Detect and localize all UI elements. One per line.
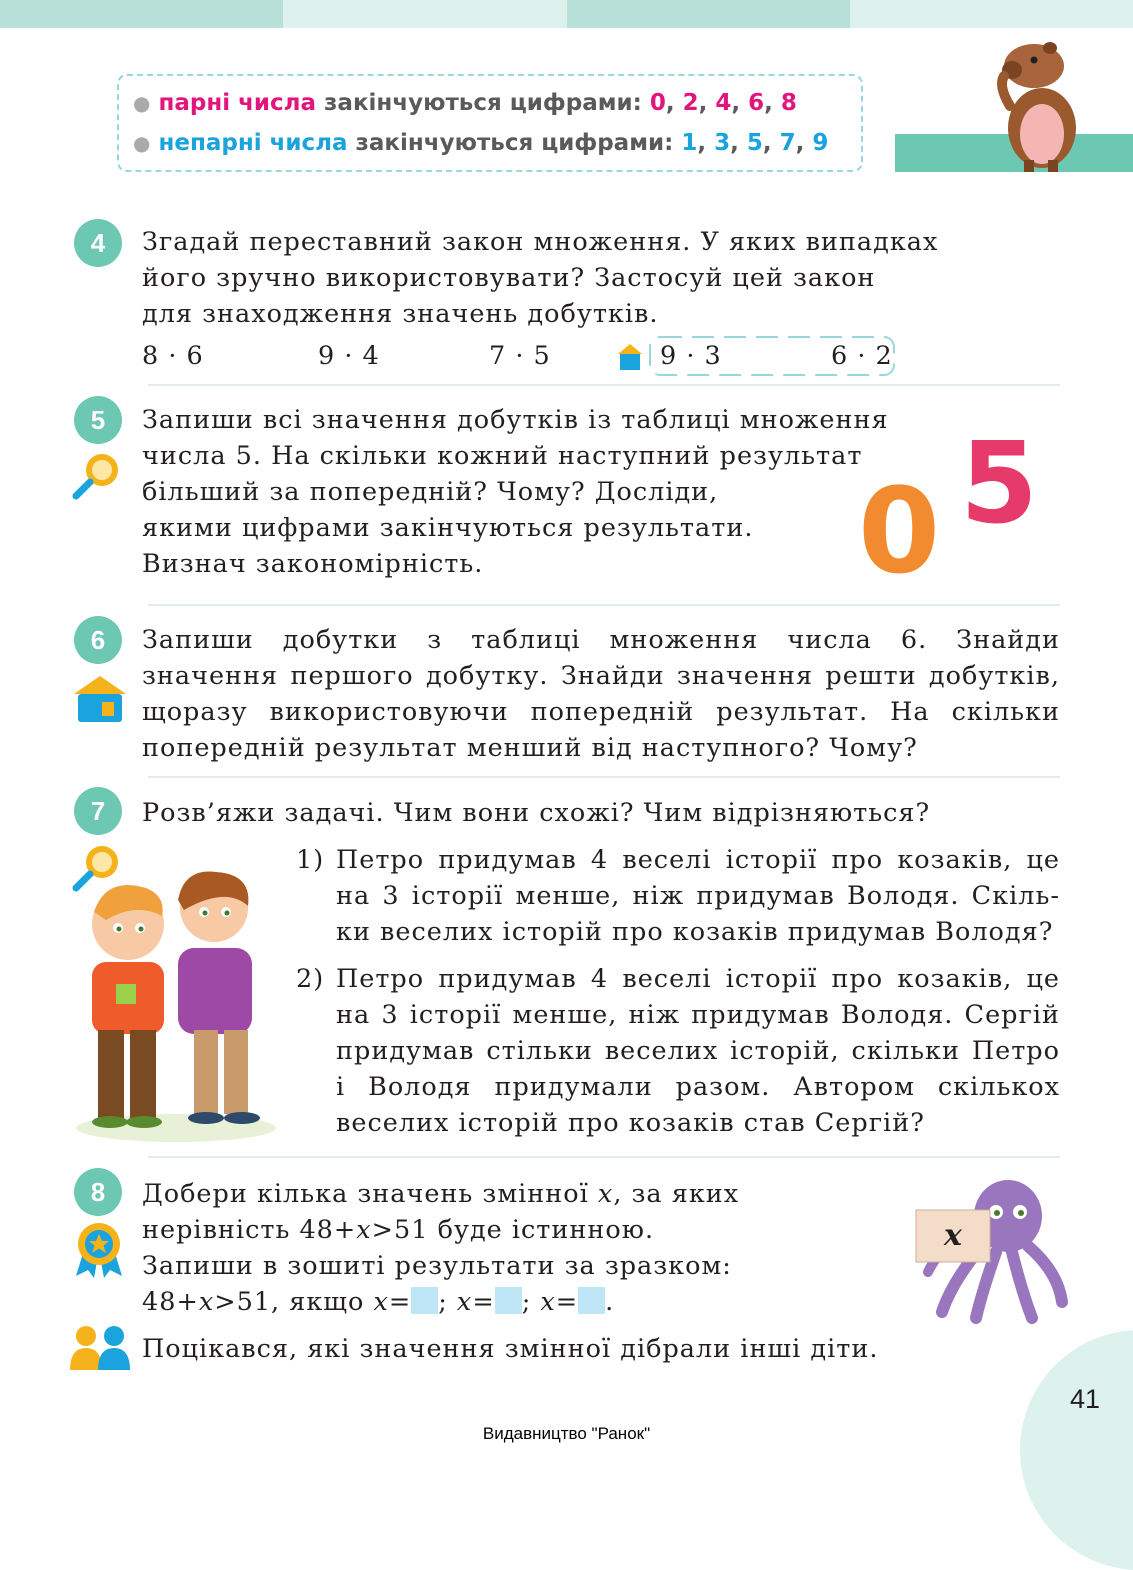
odd-digit: 9 — [812, 130, 829, 156]
product-9x3: 9 · 3 — [660, 341, 722, 371]
digit-zero-character: 0 — [858, 462, 941, 600]
variable-x: x — [597, 1179, 614, 1209]
digit-five-character: 5 — [960, 419, 1038, 549]
text-line: Визнач закономірність. — [142, 549, 484, 579]
house-icon — [72, 672, 128, 724]
text-line: Петро придумав 4 веселі історії про козаків, це — [336, 845, 1060, 875]
text-line: веселих історій про козаків став Сергій? — [336, 1108, 925, 1138]
product-6x2: 6 · 2 — [831, 341, 893, 371]
semicolon: ; — [521, 1287, 532, 1317]
task-4-text — [142, 224, 1022, 332]
text-line: його зручно використовувати? Застосуй цей закон — [142, 263, 876, 293]
even-term: парні числа — [158, 90, 317, 116]
text-line: якими цифрами закінчуються результати. — [142, 513, 754, 543]
variable-x: x — [456, 1287, 473, 1317]
task-5-text — [142, 402, 932, 582]
text-part: 48 — [142, 1287, 177, 1317]
greater-sign: > — [214, 1287, 237, 1317]
problem-2-text — [336, 961, 1060, 1141]
product-8x6: 8 · 6 — [142, 341, 204, 371]
odd-digit: 1 — [681, 130, 698, 156]
text-part: нерівність 48 — [142, 1215, 334, 1245]
divider — [148, 384, 1060, 386]
variable-x: x — [356, 1215, 372, 1245]
equals-sign: = — [472, 1287, 495, 1317]
task-number-4: 4 — [74, 219, 122, 267]
text-line: і Володя придумали разом. Автором скількох — [336, 1072, 1060, 1102]
text-line: на 3 історії менше, ніж придумав Володя. Скіль- — [336, 881, 1060, 911]
text-part: Добери кілька значень змінної — [142, 1179, 598, 1209]
task-8-text — [142, 1176, 902, 1320]
equals-sign: = — [555, 1287, 579, 1317]
equals-sign: = — [388, 1287, 412, 1317]
product-9x4: 9 · 4 — [318, 341, 380, 371]
divider — [148, 604, 1060, 606]
two-boys-illustration — [66, 866, 282, 1146]
even-digit: 8 — [780, 90, 797, 116]
answer-placeholder — [411, 1287, 438, 1314]
odd-digit: 3 — [714, 130, 731, 156]
text-line: Запиши в зошиті результати за зразком: — [142, 1251, 732, 1281]
period: . — [605, 1287, 615, 1317]
text-line: значення першого добутку. Знайди значення решти добутків, — [142, 661, 1060, 691]
task-8-final: Поцікався, які значення змінної дібрали інші діти. — [142, 1334, 879, 1364]
text-line: щоразу використовуючи попередній результат. На скільки — [142, 697, 1060, 727]
task-number-8: 8 — [74, 1168, 122, 1216]
text-line: Запиши добутки з таблиці множення числа 6. Знайди — [142, 625, 1060, 655]
problem-1-text — [336, 842, 1060, 950]
variable-x: x — [540, 1287, 556, 1317]
text-part: , за яких — [613, 1179, 740, 1209]
greater-sign: > — [371, 1215, 395, 1245]
variable-x: x — [373, 1287, 389, 1317]
odd-digit: 7 — [779, 130, 796, 156]
problem-2-number: 2) — [296, 964, 325, 994]
parity-rules-box — [117, 74, 863, 172]
text-part: 51, якщо — [236, 1287, 374, 1317]
even-rest: закінчуються цифрами: — [316, 90, 650, 116]
task-number-6: 6 — [74, 616, 122, 664]
bullet: ● — [133, 131, 151, 155]
medal-icon — [72, 1220, 126, 1280]
text-line: для знаходження значень добутків. — [142, 299, 659, 329]
publisher: Видавництво "Ранок" — [482, 1424, 651, 1443]
text-part: 51 буде істинною. — [394, 1215, 655, 1245]
even-digit: 6 — [748, 90, 765, 116]
odd-rule: ● непарні числа закінчуються цифрами: 1, 3, 5, 7, 9 — [133, 130, 829, 156]
divider — [148, 776, 1060, 778]
text-line — [142, 1212, 902, 1248]
house-icon — [616, 342, 644, 372]
odd-digit: 5 — [746, 130, 763, 156]
text-line: Запиши всі значення добутків із таблиці множення — [142, 405, 889, 435]
task-number-7: 7 — [74, 787, 122, 835]
magnifier-icon — [70, 450, 124, 502]
top-bar-segment-3 — [567, 0, 850, 28]
even-digit: 0 — [649, 90, 666, 116]
problem-1-number: 1) — [296, 845, 325, 875]
semicolon: ; — [438, 1287, 448, 1317]
bullet: ● — [133, 91, 151, 115]
card-variable-x: x — [944, 1218, 962, 1253]
page-number: 41 — [1070, 1384, 1101, 1414]
text-line — [142, 1284, 902, 1320]
variable-x: x — [198, 1287, 215, 1317]
text-line: на 3 історії менше, ніж придумав Володя. Сергій — [336, 1000, 1060, 1030]
answer-placeholder — [495, 1287, 522, 1314]
odd-term: непарні числа — [158, 130, 348, 156]
task-6-text — [142, 622, 1060, 766]
text-line: Згадай переставний закон множення. У яких випадках — [142, 227, 939, 257]
even-digit: 4 — [715, 90, 732, 116]
top-bar-segment-1 — [0, 0, 283, 28]
top-bar-segment-4 — [850, 0, 1133, 28]
capybara-illustration — [990, 36, 1090, 176]
plus-sign: + — [333, 1215, 357, 1245]
text-line: числа 5. На скільки кожний наступний результат — [142, 441, 863, 471]
text-line: Петро придумав 4 веселі історії про козаків, це — [336, 964, 1060, 994]
top-bar-segment-2 — [283, 0, 567, 28]
plus-sign: + — [176, 1287, 199, 1317]
odd-rest: закінчуються цифрами: — [347, 130, 682, 156]
page-corner — [1020, 1330, 1133, 1570]
pair-work-icon — [68, 1324, 132, 1372]
text-line: більший за попередній? Чому? Досліди, — [142, 477, 719, 507]
divider — [148, 1156, 1060, 1158]
answer-placeholder — [578, 1287, 605, 1314]
even-digit: 2 — [682, 90, 699, 116]
text-line: попередній результат менший від наступного? Чому? — [142, 733, 918, 763]
task-7-intro: Розв’яжи задачі. Чим вони схожі? Чим відрізняються? — [142, 798, 931, 828]
text-line: придумав стільки веселих історій, скільки Петро — [336, 1036, 1060, 1066]
even-rule: ● парні числа закінчуються цифрами: 0, 2, 4, 6, 8 — [133, 90, 797, 116]
text-line — [142, 1176, 902, 1212]
product-7x5: 7 · 5 — [489, 341, 551, 371]
task-number-5: 5 — [74, 396, 122, 444]
text-line: ки веселих історій про козаків придумав Володя? — [336, 917, 1054, 947]
